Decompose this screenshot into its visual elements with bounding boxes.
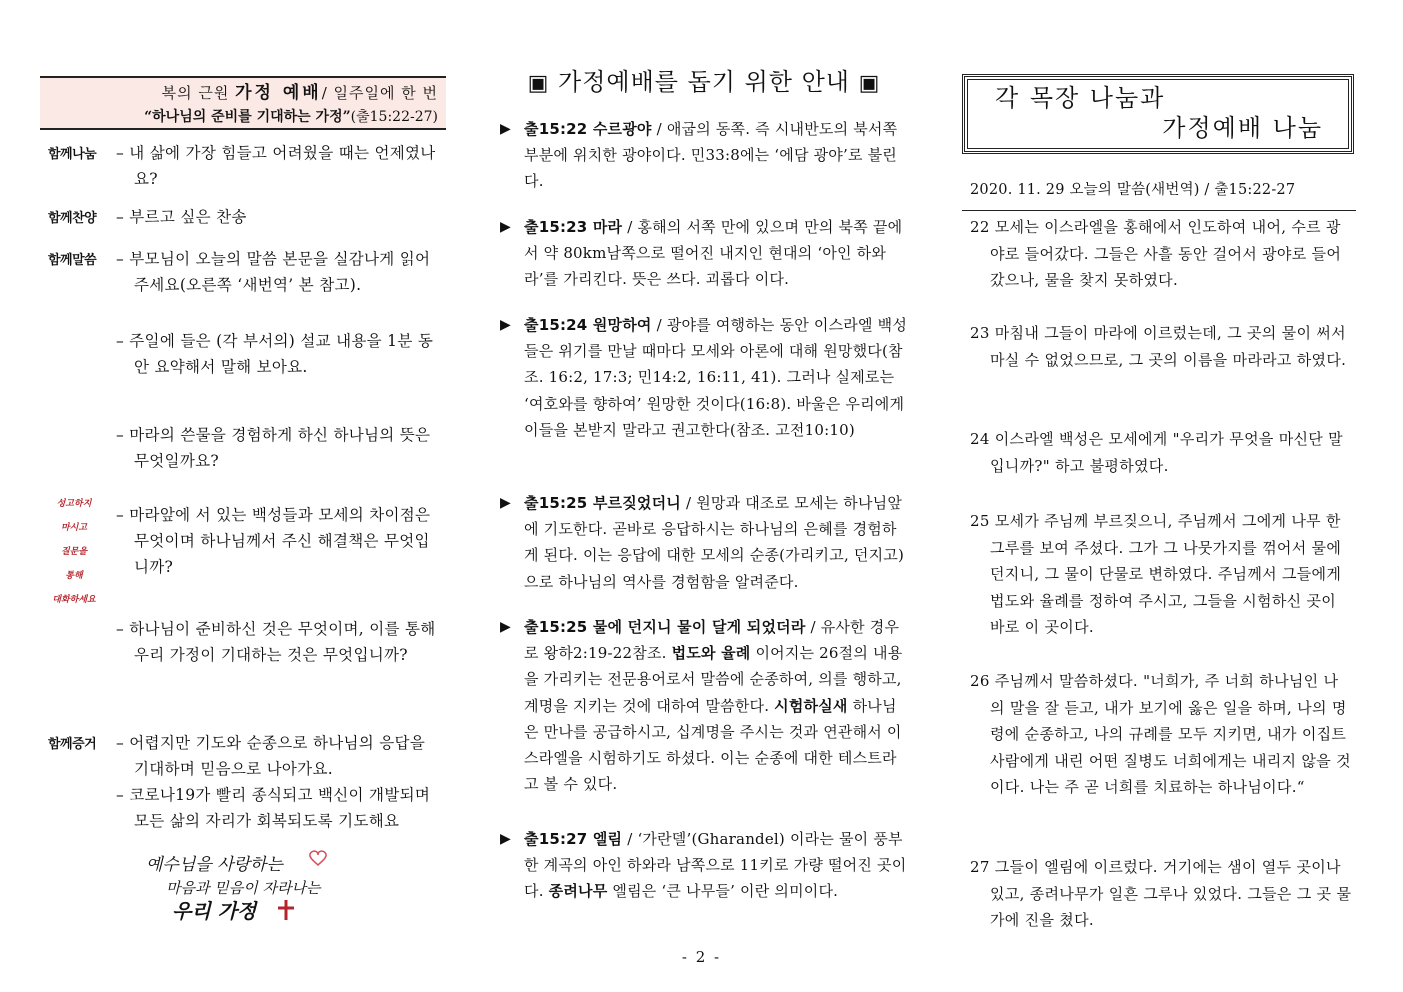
- list-item: – 어렵지만 기도와 순종으로 하나님의 응답을 기대하며 믿음으로 나아가요.: [116, 734, 426, 778]
- guide-title: ▣ 가정예배를 돕기 위한 안내 ▣: [527, 68, 881, 96]
- arrow-icon: ▶: [500, 219, 511, 235]
- scripture-date-line: 2020. 11. 29 오늘의 말씀(새번역) / 출15:22-27: [970, 182, 1296, 198]
- scripture-verse: 27 그들이 엘림에 이르렀다. 거기에는 샘이 열두 곳이나 있고, 종려나무가 일흔 그루나 있었다. 그들은 그 곳 물가에 진을 쳤다.: [970, 858, 1352, 930]
- guide-entry: ▶ 출15:27 엘림 / ‘가란델’(Gharandel) 이라는 물이 풍부한 계곡의 아인 하와라 남쪽으로 11키로 가량 떨어진 곳이다. 종려나무 엘림은 ‘큰 나무들’ 이란 의미이다.: [498, 826, 910, 905]
- guide-entry: ▶ 출15:23 마라 / 홍해의 서쪽 만에 있으며 만의 북쪽 끝에서 약 80km남쪽으로 떨어진 내지인 현대의 ‘아인 하와라’를 가리킨다. 뜻은 쓰다. 괴롭다 이다.: [498, 214, 910, 293]
- sharing-title-box: [962, 74, 1354, 154]
- side-note: 성고하지 마시고 질문을 통해 대화하세요: [52, 499, 96, 605]
- family-calligraphy-logo: [138, 846, 348, 926]
- list-item: – 내 삶에 가장 힘들고 어려웠을 때는 언제였나요?: [116, 144, 436, 188]
- list-item: – 부르고 싶은 찬송: [116, 208, 247, 226]
- divider: [962, 210, 1356, 211]
- cross-icon: [278, 900, 294, 920]
- guide-entry: ▶ 출15:24 원망하여 / 광야를 여행하는 동안 이스라엘 백성들은 위기를 만날 때마다 모세와 아론에 대해 원망했다(참조. 16:2, 17:3; 민14:2, 16:11, 41). 그러나 실제로는 ‘여호와를 향하여’ 원망한 것이다(16:8). 바울은 우리에게 이들을 본받지 말라고 권고한다(참조. 고전10:10): [498, 312, 910, 443]
- heart-icon: [310, 851, 326, 865]
- list-item: – 코로나19가 빨리 종식되고 백신이 개발되며 모든 삶의 자리가 회복되도록 기도해요: [116, 786, 431, 830]
- square-mark-icon: ▣: [527, 71, 550, 96]
- scripture-verse: 24 이스라엘 백성은 모세에게 "우리가 무엇을 마신단 말입니까?" 하고 불평하였다.: [970, 430, 1343, 475]
- list-item: – 하나님이 준비하신 것은 무엇이며, 이를 통해 우리 가정이 기대하는 것은 무엇입니까?: [116, 620, 436, 664]
- arrow-icon: ▶: [500, 831, 511, 847]
- scripture-verse: 23 마침내 그들이 마라에 이르렀는데, 그 곳의 물이 써서 마실 수 없었으므로, 그 곳의 이름을 마라라고 하였다.: [970, 324, 1347, 369]
- list-item: – 부모님이 오늘의 말씀 본문을 실감나게 읽어주세요(오른쪽 ‘새번역’ 본 참고).: [116, 250, 431, 294]
- arrow-icon: ▶: [500, 317, 511, 333]
- section-label: 함께나눔: [48, 147, 97, 162]
- sharing-title-line2: 가정예배 나눔: [1162, 114, 1323, 142]
- worship-header-title: 가정 예배: [235, 83, 322, 103]
- arrow-icon: ▶: [500, 495, 511, 511]
- scripture-verse: 22 모세는 이스라엘을 홍해에서 인도하여 내어, 수르 광야로 들어갔다. 그들은 사흘 동안 걸어서 광야로 들어갔으나, 물을 찾지 못하였다.: [970, 218, 1342, 290]
- worship-header-theme: “하나님의 준비를 기대하는 가정”(출15:22-27): [144, 109, 438, 125]
- scripture-verse: 25 모세가 주님께 부르짖으니, 주님께서 그에게 나무 한 그루를 보여 주셨다. 그가 그 나뭇가지를 꺾어서 물에 던지니, 그 물이 단물로 변하였다. 주님께서 그들에게 법도와 율례를 정하여 주시고, 그들을 시험하신 곳이 바로 이 곳이다.: [970, 512, 1342, 637]
- logo-text-line: 마음과 믿음이 자라나는: [166, 879, 321, 897]
- scripture-verse: 26 주님께서 말씀하셨다. "너희가, 주 너희 하나님인 나의 말을 잘 듣고, 내가 보기에 옳은 일을 하며, 나의 명령에 순종하고, 나의 규례를 모두 지키면, 내가 이집트 사람에게 내린 어떤 질병도 너희에게는 내리지 않을 것이다. 나는 주 곧 너희를 치료하는 하나님이다.“: [970, 672, 1351, 797]
- worship-header-line1: 복의 근원 가정 예배/ 일주일에 한 번: [161, 83, 438, 103]
- left-column: [40, 76, 446, 956]
- worship-header: [40, 76, 446, 130]
- list-item: – 주일에 들은 (각 부서의) 설교 내용을 1분 동안 요약해서 말해 보아요.: [116, 332, 434, 376]
- list-item: – 마라의 쓴물을 경험하게 하신 하나님의 뜻은 무엇일까요?: [116, 426, 431, 470]
- arrow-icon: ▶: [500, 121, 511, 137]
- section-label: 함께증거: [48, 737, 97, 752]
- square-mark-icon: ▣: [858, 71, 881, 96]
- guide-entry: ▶ 출15:25 물에 던지니 물이 달게 되었더라 / 유사한 경우로 왕하2:19-22참조. 법도와 율례 이어지는 26절의 내용을 가리키는 전문용어로서 말씀에 순종하여, 의를 행하고, 계명을 지키는 것에 대하여 말씀한다. 시험하실새 하나님은 만나를 공급하시고, 십계명을 주시는 것과 연관해서 이스라엘을 시험하기도 하셨다. 이는 순종에 대한 테스트라고 볼 수 있다.: [498, 614, 910, 797]
- page-number: - 2 -: [681, 948, 722, 966]
- section-label: 함께찬양: [48, 211, 97, 226]
- logo-text-line: 예수님을 사랑하는: [146, 855, 283, 875]
- guide-entry: ▶ 출15:25 부르짖었더니 / 원망과 대조로 모세는 하나님앞에 기도한다. 곧바로 응답하시는 하나님의 은혜를 경험하게 된다. 이는 응답에 대한 모세의 순종(가리키고, 던지고)으로 하나님의 역사를 경험함을 알려준다.: [498, 490, 910, 595]
- guide-entry: ▶ 출15:22 수르광야 / 애굽의 동쪽. 즉 시내반도의 북서쪽 부분에 위치한 광야이다. 민33:8에는 ‘에담 광야’로 불린다.: [498, 116, 910, 195]
- right-column: [962, 74, 1356, 954]
- arrow-icon: ▶: [500, 619, 511, 635]
- sharing-title-line1: 각 목장 나눔과: [995, 84, 1166, 112]
- logo-text-line: 우리 가정: [172, 899, 257, 923]
- section-label: 함께말씀: [48, 253, 97, 268]
- list-item: – 마라앞에 서 있는 백성들과 모세의 차이점은 무엇이며 하나님께서 주신 해결책은 무엇입니까?: [116, 506, 431, 576]
- middle-column: [498, 60, 910, 940]
